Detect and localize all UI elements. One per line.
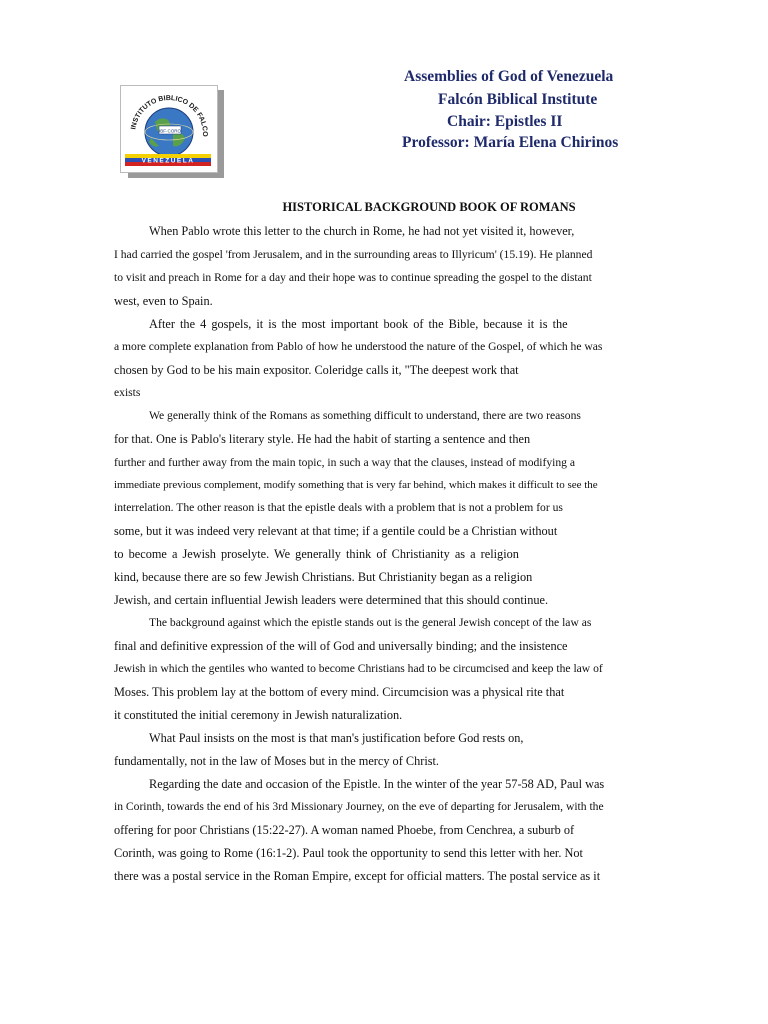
body-line: Jewish, and certain influential Jewish leaders were determined that this should continue. <box>114 593 549 607</box>
body-line: offering for poor Christians (15:22-27). A woman named Phoebe, from Cenchrea, a suburb of <box>114 823 575 837</box>
body-line: What Paul insists on the most is that man's justification before God rests on, <box>149 731 524 745</box>
organization-name: Assemblies of God of Venezuela <box>404 68 614 85</box>
body-line: kind, because there are so few Jewish Christians. But Christianity began as a religion <box>114 570 533 584</box>
body-line: We generally think of the Romans as something difficult to understand, there are two reasons <box>149 409 581 422</box>
body-line: west, even to Spain. <box>114 294 213 308</box>
institute-name: Falcón Biblical Institute <box>438 91 598 108</box>
body-line: in Corinth, towards the end of his 3rd Missionary Journey, on the eve of departing for Jerusalem, with the <box>114 800 604 813</box>
body-line: some, but it was indeed very relevant at that time; if a gentile could be a Christian without <box>114 524 558 538</box>
body-line: The background against which the epistle stands out is the general Jewish concept of the law as <box>149 616 592 629</box>
body-line: to visit and preach in Rome for a day and their hope was to continue spreading the gospel to the distant <box>114 271 592 284</box>
body-line: immediate previous complement, modify something that is very far behind, which makes it difficult to see the <box>114 479 598 491</box>
body-line: interrelation. The other reason is that the epistle deals with a problem that is not a problem for us <box>114 501 563 514</box>
body-line: it constituted the initial ceremony in Jewish naturalization. <box>114 708 403 722</box>
body-line: I had carried the gospel 'from Jerusalem, and in the surrounding areas to Illyricum' (15.19). He planned <box>114 248 593 261</box>
institute-logo <box>120 85 220 175</box>
body-line: chosen by God to be his main expositor. Coleridge calls it, "The deepest work that <box>114 363 519 377</box>
body-line: fundamentally, not in the law of Moses but in the mercy of Christ. <box>114 754 440 768</box>
body-line: exists <box>114 386 141 399</box>
body-line: there was a postal service in the Roman Empire, except for official matters. The postal service as it <box>114 869 601 883</box>
globe-emblem-icon <box>121 86 217 172</box>
body-line: further and further away from the main topic, in such a way that the clauses, instead of modifying a <box>114 456 576 469</box>
body-line: Regarding the date and occasion of the Epistle. In the winter of the year 57-58 AD, Paul was <box>149 777 605 791</box>
body-line: a more complete explanation from Pablo of how he understood the nature of the Gospel, of which he was <box>114 340 603 353</box>
body-line: Corinth, was going to Rome (16:1-2). Paul took the opportunity to send this letter with her. Not <box>114 846 583 860</box>
body-line: When Pablo wrote this letter to the church in Rome, he had not yet visited it, however, <box>149 224 575 238</box>
logo-banner-text: VENEZUELA <box>141 157 195 165</box>
body-line: to become a Jewish proselyte. We generally think of Christianity as a religion <box>114 547 519 561</box>
professor-name: Professor: María Elena Chirinos <box>402 134 619 151</box>
body-line: Jewish in which the gentiles who wanted to become Christians had to be circumcised and keep the law of <box>114 662 603 675</box>
logo-badge-text: IBF·CORO <box>159 128 181 134</box>
body-line: final and definitive expression of the will of God and universally binding; and the insistence <box>114 639 568 653</box>
body-line: After the 4 gospels, it is the most important book of the Bible, because it is the <box>149 317 568 331</box>
document-title: HISTORICAL BACKGROUND BOOK OF ROMANS <box>282 200 576 214</box>
logo-ring-text: INSTITUTO BIBLICO DE FALCO <box>130 94 209 137</box>
chair-name: Chair: Epistles II <box>447 113 563 130</box>
logo-face <box>120 85 218 173</box>
body-line: for that. One is Pablo's literary style. He had the habit of starting a sentence and then <box>114 432 531 446</box>
body-line: Moses. This problem lay at the bottom of every mind. Circumcision was a physical rite that <box>114 685 565 699</box>
